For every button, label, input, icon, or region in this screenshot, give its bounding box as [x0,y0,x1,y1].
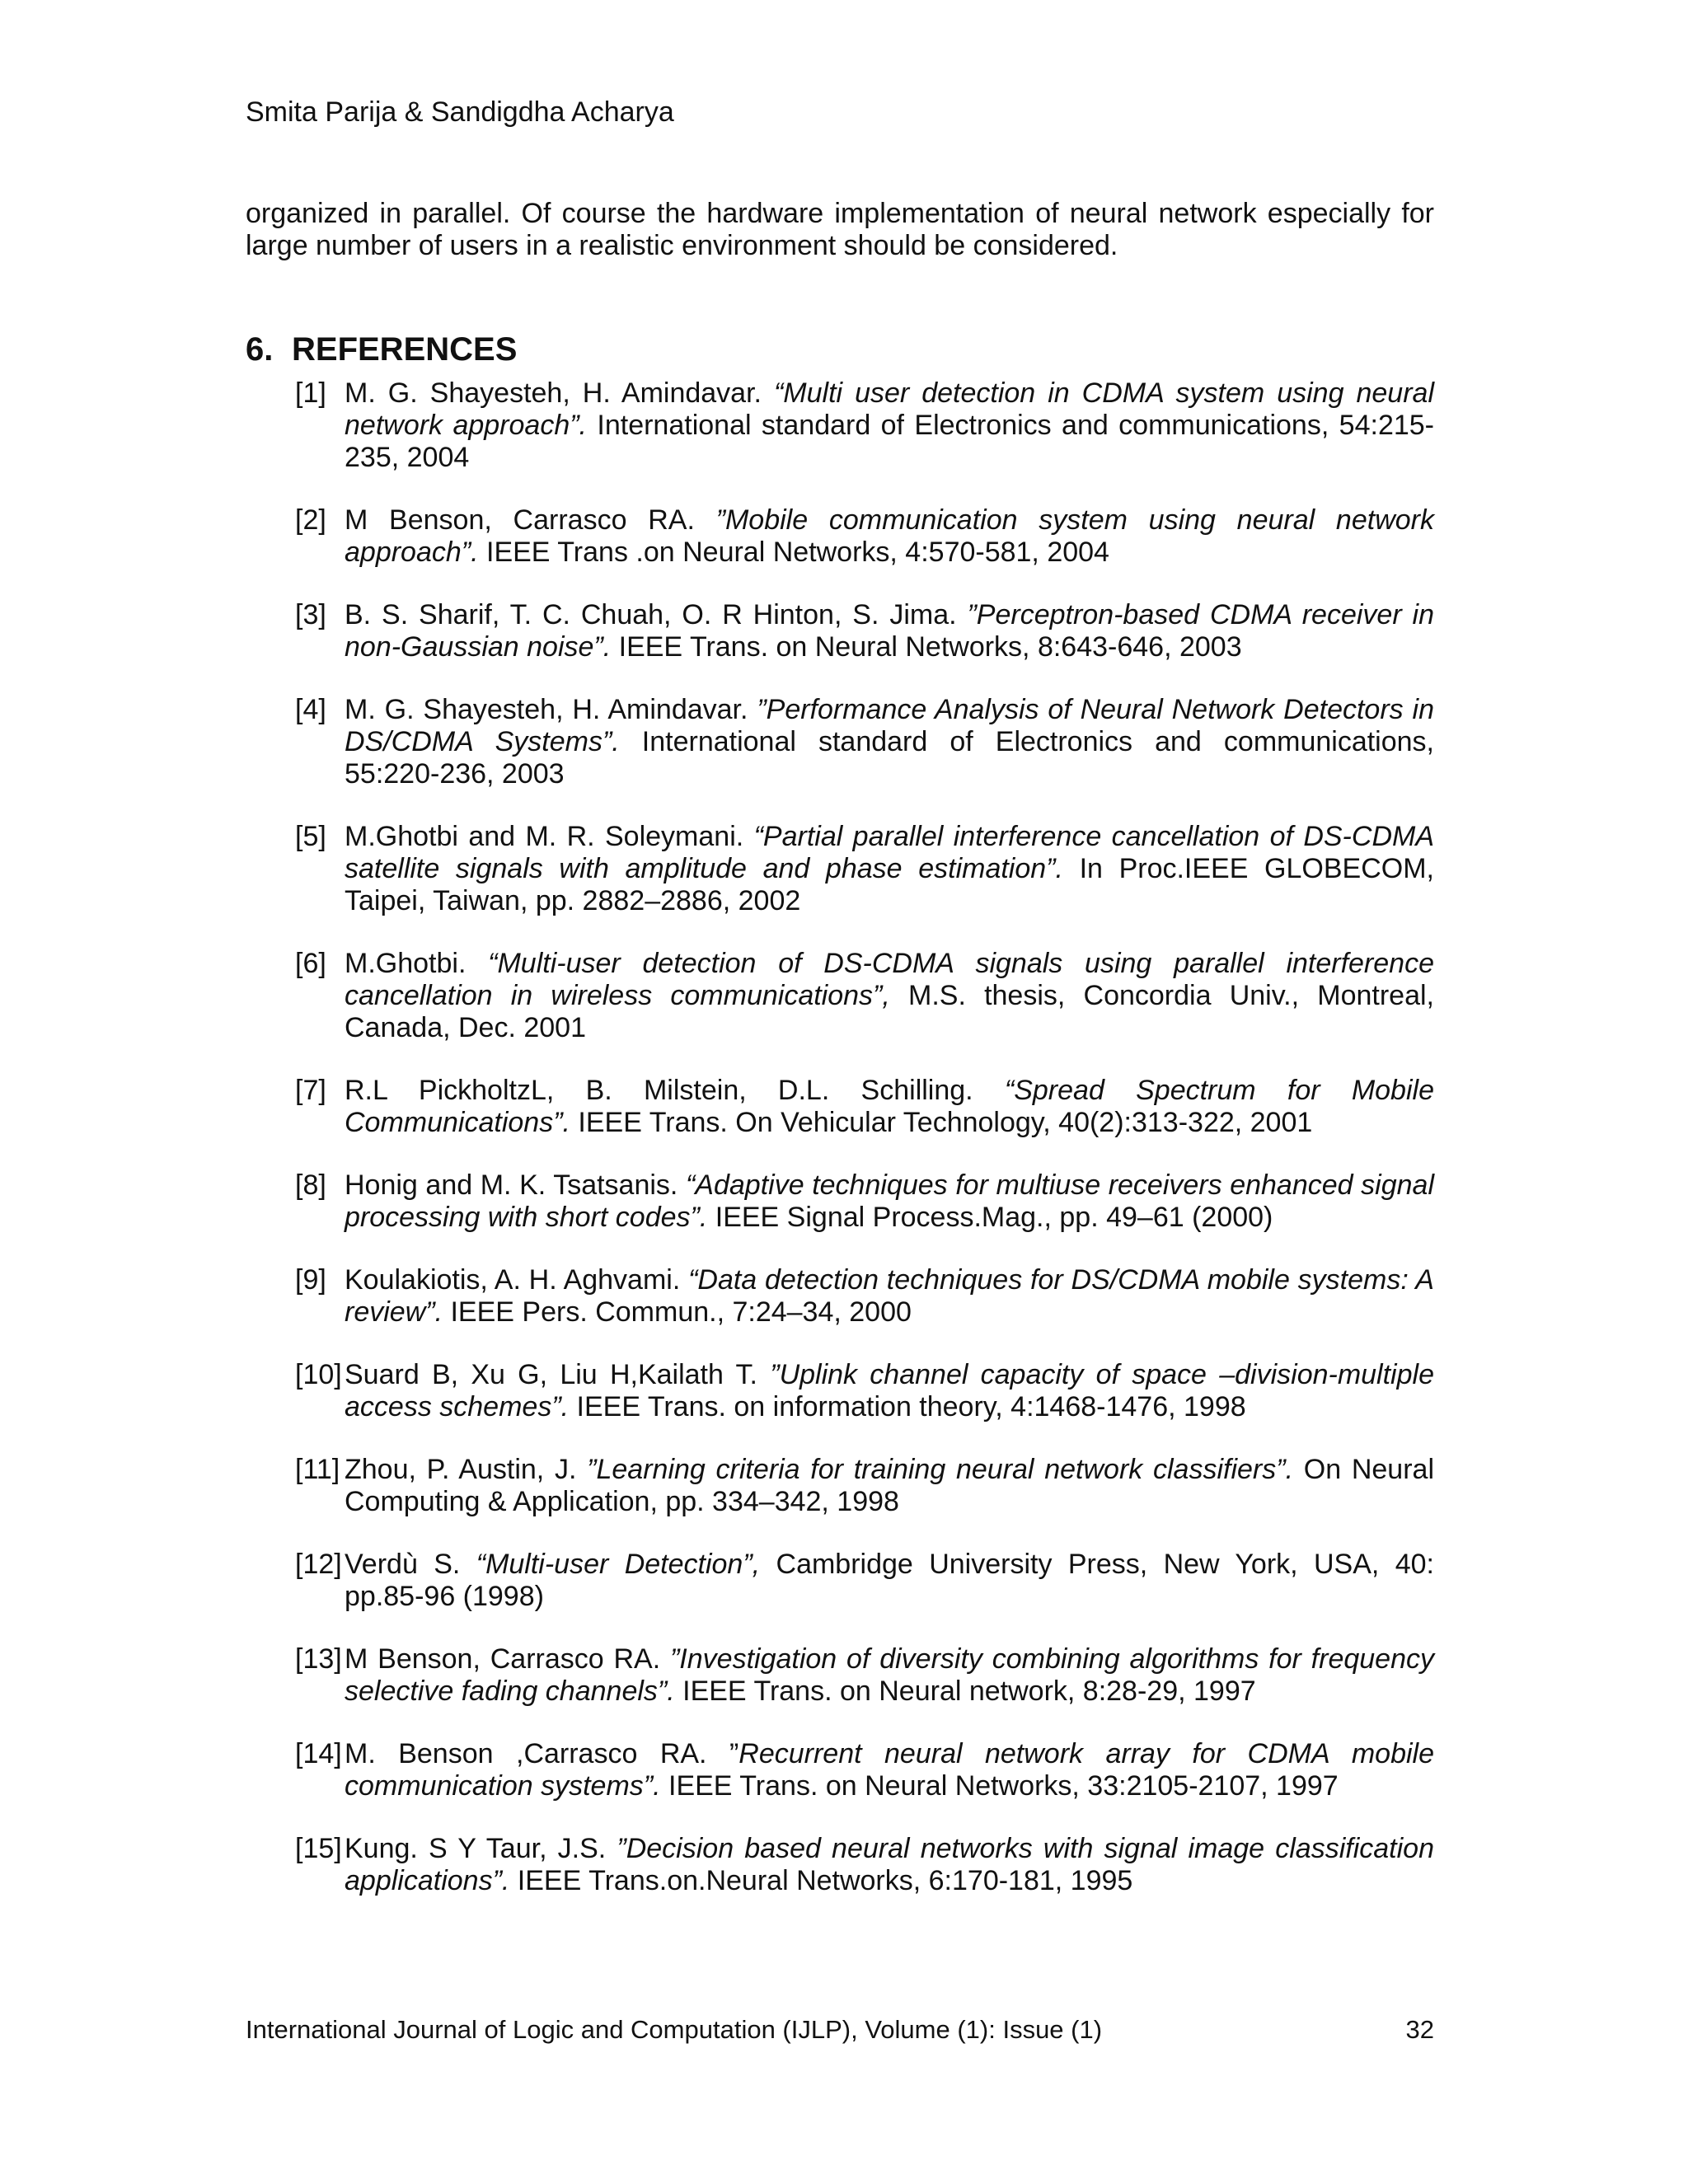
reference-authors: Kung. S Y Taur, J.S. [345,1833,617,1864]
reference-item [246,1643,1434,1708]
reference-authors: M.Ghotbi and M. R. Soleymani. [345,821,754,852]
reference-title: “Multi-user detection of DS-CDMA signals using parallel interference cancellation in wireless communications”, [345,948,1434,1011]
reference-title: “Multi user detection in CDMA system using neural network approach”. [345,377,1434,441]
section-number: 6. [246,331,274,368]
reference-authors: Honig and M. K. Tsatsanis. [345,1169,686,1201]
reference-source: IEEE Trans. on Neural Networks, 8:643-646, 2003 [611,631,1242,663]
reference-item [246,1833,1434,1897]
reference-source: In Proc.IEEE GLOBECOM, Taipei, Taiwan, pp. 2882–2886, 2002 [345,853,1434,916]
reference-authors: R.L PickholtzL, B. Milstein, D.L. Schilling. [345,1075,1005,1106]
reference-title: “Partial parallel interference cancellation of DS-CDMA satellite signals with amplitude and phase estimation”. [345,821,1434,884]
footer-journal-name: International Journal of Logic and Computation (IJLP), Volume (1): Issue (1) [246,2015,1103,2044]
reference-authors: Zhou, P. Austin, J. [345,1454,588,1485]
reference-title: ”Uplink channel capacity of space –division-multiple access schemes”. [345,1359,1434,1422]
reference-number: [7] [295,1075,326,1106]
reference-authors: M. G. Shayesteh, H. Amindavar. [345,694,757,725]
reference-title: ”Mobile communication system using neural network approach”. [345,504,1434,568]
reference-number: [9] [295,1264,326,1296]
reference-number: [2] [295,504,326,536]
reference-authors: M Benson, Carrasco RA. [345,1643,670,1675]
reference-number: [13] [295,1643,342,1675]
reference-number: [8] [295,1169,326,1201]
reference-number: [3] [295,599,326,630]
reference-item [246,821,1434,917]
reference-title: ”Investigation of diversity combining algorithms for frequency selective fading channels”. [345,1643,1434,1707]
reference-source: IEEE Signal Process.Mag., pp. 49–61 (2000) [707,1202,1273,1233]
reference-source: IEEE Trans. on Neural Networks, 33:2105-2107, 1997 [660,1770,1339,1802]
reference-source: International standard of Electronics and communications, 55:220-236, 2003 [345,726,1435,790]
reference-source: IEEE Trans. On Vehicular Technology, 40(2):313-322, 2001 [570,1107,1313,1138]
reference-number: [11] [295,1454,340,1485]
reference-source: IEEE Pers. Commun., 7:24–34, 2000 [443,1296,912,1328]
reference-title: ”Perceptron-based CDMA receiver in non-Gaussian noise”. [345,599,1435,663]
reference-authors: Suard B, Xu G, Liu H,Kailath T. [345,1359,771,1390]
reference-title: ”Decision based neural networks with signal image classification applications”. [345,1833,1434,1896]
reference-title: “Multi-user Detection”, [476,1549,761,1580]
running-footer [246,2014,1434,2046]
reference-authors: Verdù S. [345,1549,476,1580]
section-title: REFERENCES [292,331,518,368]
reference-item [246,694,1434,790]
reference-title: Recurrent neural network array for CDMA mobile communication systems”. [345,1738,1434,1802]
reference-source: IEEE Trans. on information theory, 4:1468-1476, 1998 [569,1391,1246,1422]
running-header-authors: Smita Parija & Sandigdha Acharya [246,96,674,128]
reference-authors: Koulakiotis, A. H. Aghvami. [345,1264,689,1296]
reference-item [246,1075,1434,1139]
reference-source: IEEE Trans. on Neural network, 8:28-29, 1997 [674,1675,1256,1707]
reference-source: M.S. thesis, Concordia Univ., Montreal, Canada, Dec. 2001 [345,980,1434,1043]
reference-title: “Adaptive techniques for multiuse receivers enhanced signal processing with short codes”. [345,1169,1434,1233]
reference-item [246,599,1434,663]
reference-number: [6] [295,948,326,979]
reference-item [246,1738,1434,1802]
reference-list [246,377,1434,1928]
reference-item [246,1454,1434,1518]
reference-authors: M. G. Shayesteh, H. Amindavar. [345,377,774,409]
reference-item [246,1264,1434,1329]
reference-source: IEEE Trans.on.Neural Networks, 6:170-181, 1995 [509,1865,1133,1896]
reference-number: [15] [295,1833,342,1864]
reference-number: [10] [295,1359,342,1390]
footer-page-number: 32 [1405,2015,1434,2044]
reference-source: Cambridge University Press, New York, USA, 40: pp.85-96 (1998) [345,1549,1434,1612]
reference-source: IEEE Trans .on Neural Networks, 4:570-581, 2004 [478,537,1109,568]
reference-source: On Neural Computing & Application, pp. 334–342, 1998 [345,1454,1435,1517]
reference-title: “Spread Spectrum for Mobile Communications”. [345,1075,1434,1138]
reference-item [246,1169,1434,1234]
reference-authors: M Benson, Carrasco RA. [345,504,716,536]
reference-number: [14] [295,1738,342,1769]
reference-item [246,948,1434,1044]
reference-number: [1] [295,377,326,409]
reference-authors: M.Ghotbi. [345,948,489,979]
reference-title: ”Performance Analysis of Neural Network Detectors in DS/CDMA Systems”. [345,694,1434,757]
reference-item [246,504,1434,569]
reference-number: [4] [295,694,326,725]
reference-title: “Data detection techniques for DS/CDMA mobile systems: A review”. [345,1264,1434,1328]
reference-number: [5] [295,821,326,852]
reference-item [246,377,1434,474]
reference-authors: M. Benson ,Carrasco RA. ” [345,1738,739,1769]
reference-source: International standard of Electronics and communications, 54:215-235, 2004 [345,410,1434,473]
reference-title: ”Learning criteria for training neural network classifiers”. [587,1454,1294,1485]
reference-authors: B. S. Sharif, T. C. Chuah, O. R Hinton, S. Jima. [345,599,968,630]
section-heading [246,330,517,369]
reference-item [246,1359,1434,1423]
reference-item [246,1549,1434,1613]
reference-number: [12] [295,1549,342,1580]
intro-paragraph: organized in parallel. Of course the hardware implementation of neural network especially for large number of users in a realistic environment should be considered. [246,198,1434,261]
